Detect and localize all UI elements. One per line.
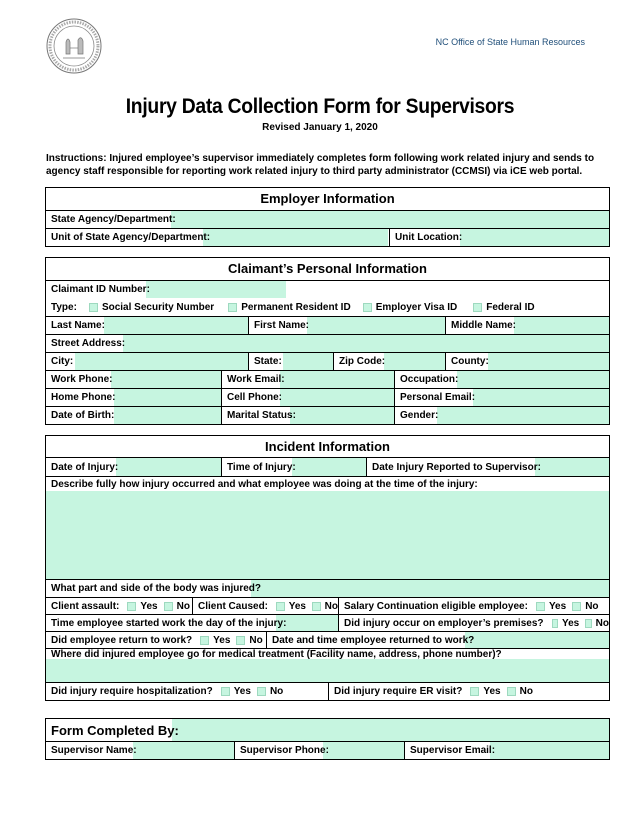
ssn-checkbox[interactable] [89,303,98,312]
page-title: Injury Data Collection Form for Supervisors [125,95,515,118]
date-returned-field[interactable] [465,632,609,648]
zip-code-field[interactable] [384,353,445,370]
salary-continuation-no-checkbox[interactable] [572,602,581,611]
employer-premises-no: No [595,617,609,629]
middle-name-field[interactable] [514,317,609,334]
incident-section [45,435,610,701]
date-of-injury-field[interactable] [116,458,221,476]
body-part-field[interactable] [251,580,609,597]
work-email-label: Work Email: [227,374,285,385]
returned-no-checkbox[interactable] [236,636,245,645]
first-name-field[interactable] [307,317,445,334]
er-visit-yes-checkbox[interactable] [470,687,479,696]
federal-id-option: Federal ID [486,301,535,313]
returned-yes: Yes [213,634,231,646]
date-returned-label: Date and time employee returned to work? [272,634,475,646]
state-agency-field[interactable] [171,211,609,228]
incident-heading: Incident Information [265,439,390,454]
supervisor-name-field[interactable] [133,742,234,759]
body-part-label: What part and side of the body was injured? [51,583,262,594]
unit-agency-label: Unit of State Agency/Department: [51,232,211,243]
cell-phone-label: Cell Phone: [227,392,283,403]
employer-heading: Employer Information [260,191,395,206]
employer-section [45,187,610,247]
salary-continuation-label: Salary Continuation eligible employee: [344,600,528,612]
work-email-field[interactable] [280,371,394,388]
dob-field[interactable] [114,407,221,424]
completed-by-heading: Form Completed By: [51,722,179,738]
claimant-section [45,257,610,425]
date-of-injury-label: Date of Injury: [51,461,119,473]
ssn-option: Social Security Number [101,301,215,313]
unit-agency-field[interactable] [203,229,388,246]
er-visit-no-checkbox[interactable] [507,687,516,696]
city-field[interactable] [75,353,248,370]
supervisor-email-field[interactable] [490,742,609,759]
supervisor-name-label: Supervisor Name: [51,745,137,756]
agency-name: NC Office of State Human Resources [435,37,585,47]
client-assault-no-checkbox[interactable] [164,602,173,611]
completed-by-field[interactable] [172,719,609,741]
employer-premises-label: Did injury occur on employer’s premises? [344,617,544,629]
client-caused-label: Client Caused: [198,600,269,612]
completed-by-section [45,718,610,760]
client-caused-yes-checkbox[interactable] [276,602,285,611]
client-assault-no: No [176,600,190,612]
client-caused-no: No [324,600,338,612]
middle-name-label: Middle Name: [451,320,517,331]
street-address-field[interactable] [123,335,609,352]
hospitalization-yes-checkbox[interactable] [221,687,230,696]
last-name-label: Last Name: [51,320,105,331]
supervisor-phone-label: Supervisor Phone: [240,745,329,756]
zip-code-label: Zip Code: [339,356,386,367]
state-label: State: [254,356,282,367]
state-agency-label: State Agency/Department: [51,214,176,225]
permanent-resident-checkbox[interactable] [228,303,237,312]
injury-description-field[interactable] [46,491,609,579]
nc-state-seal-icon [46,18,102,74]
street-address-label: Street Address: [51,338,126,349]
returned-no: No [249,634,263,646]
employer-premises-no-checkbox[interactable] [585,619,591,628]
last-name-field[interactable] [104,317,248,334]
supervisor-phone-field[interactable] [323,742,404,759]
hospitalization-yes: Yes [233,686,251,697]
time-of-injury-label: Time of Injury: [227,461,296,473]
salary-continuation-no: No [585,600,599,612]
home-phone-label: Home Phone: [51,392,116,403]
first-name-label: First Name: [254,320,310,331]
work-phone-field[interactable] [111,371,221,388]
returned-yes-checkbox[interactable] [200,636,209,645]
cell-phone-field[interactable] [280,389,394,406]
claimant-id-field[interactable] [146,281,286,298]
gender-field[interactable] [437,407,609,424]
date-reported-label: Date Injury Reported to Supervisor: [372,461,541,473]
hospitalization-no: No [269,686,284,697]
claimant-id-label: Claimant ID Number: [51,284,150,295]
returned-label: Did employee return to work? [51,634,193,646]
gender-label: Gender: [400,410,439,421]
client-assault-yes: Yes [140,600,158,612]
salary-continuation-yes-checkbox[interactable] [536,602,545,611]
date-reported-field[interactable] [535,458,609,476]
supervisor-email-label: Supervisor Email: [410,745,496,756]
marital-status-label: Marital Status: [227,410,296,421]
county-field[interactable] [488,353,609,370]
occupation-label: Occupation: [400,374,459,385]
revision-date: Revised January 1, 2020 [262,122,378,133]
unit-location-field[interactable] [460,229,609,246]
id-type-label: Type: [51,301,77,313]
hospitalization-no-checkbox[interactable] [257,687,266,696]
state-field[interactable] [283,353,333,370]
medical-treatment-label: Where did injured employee go for medical treatment (Facility name, address, phone number)? [51,649,502,660]
client-assault-label: Client assault: [51,600,120,612]
employer-visa-checkbox[interactable] [363,303,372,312]
city-label: City: [51,356,74,367]
employer-visa-option: Employer Visa ID [375,301,458,313]
home-phone-field[interactable] [114,389,221,406]
personal-email-label: Personal Email: [400,392,476,403]
er-visit-yes: Yes [483,686,501,697]
client-caused-yes: Yes [288,600,306,612]
dob-label: Date of Birth: [51,410,115,421]
er-visit-label: Did injury require ER visit? [334,686,463,697]
client-assault-yes-checkbox[interactable] [127,602,136,611]
occupation-field[interactable] [457,371,609,388]
er-visit-no: No [519,686,533,697]
permanent-resident-option: Permanent Resident ID [241,301,351,313]
time-started-label: Time employee started work the day of the injury: [51,617,287,629]
marital-status-field[interactable] [290,407,394,424]
id-type-row [46,298,609,316]
hospitalization-label: Did injury require hospitalization? [51,686,213,697]
employer-premises-yes-checkbox[interactable] [552,619,558,628]
client-caused-no-checkbox[interactable] [312,602,321,611]
personal-email-field[interactable] [473,389,609,406]
county-label: County: [451,356,489,367]
federal-id-checkbox[interactable] [473,303,482,312]
time-of-injury-field[interactable] [292,458,366,476]
instructions: Instructions: Injured employee’s supervisor immediately completes form following work related injury and sends to agency staff responsible for reporting work related injury to third party administrator (CCMSI) via iCE web portal. [46,153,595,177]
employer-premises-yes: Yes [561,617,580,629]
work-phone-label: Work Phone: [51,374,113,385]
medical-treatment-field[interactable] [46,659,609,682]
unit-location-label: Unit Location: [395,232,463,243]
claimant-heading: Claimant’s Personal Information [228,261,427,276]
injury-description-label: Describe fully how injury occurred and what employee was doing at the time of the injury: [51,479,478,490]
salary-continuation-yes: Yes [548,600,567,612]
